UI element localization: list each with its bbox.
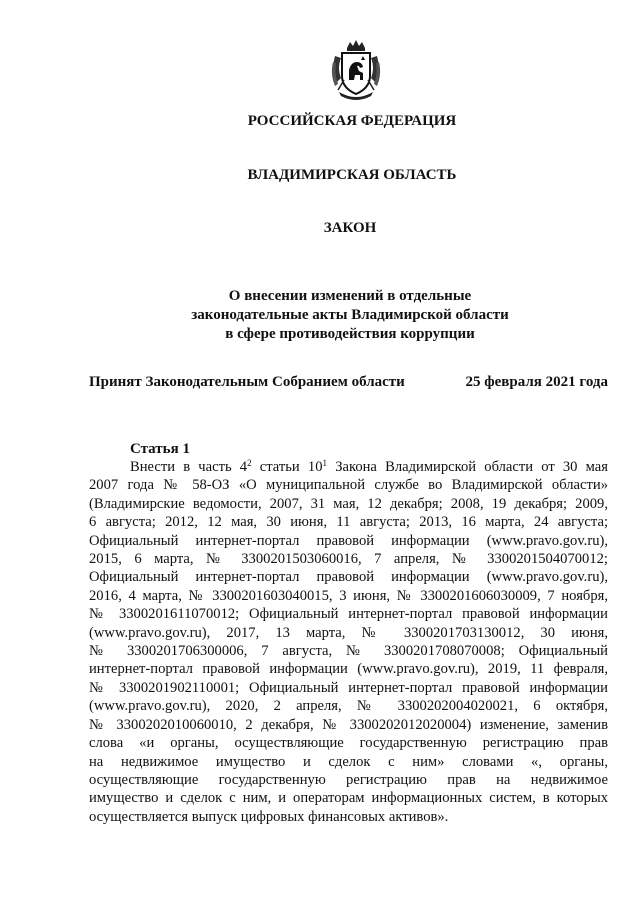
federation-heading: РОССИЙСКАЯ ФЕДЕРАЦИЯ: [247, 113, 457, 129]
article-line: № 3300202010060010, 2 декабря, № 3300202012020004) изменение, заменив: [89, 716, 608, 733]
article-line: слова «и органы, осуществляющие государственную регистрацию прав: [89, 735, 608, 752]
article-line: на недвижимое имущество и сделок с ним» словами «, органы,: [89, 753, 608, 770]
law-title-line: законодательные акты Владимирской области: [191, 307, 509, 323]
article-line: (www.pravo.gov.ru), 2020, 2 апреля, № 3300202004020021, 6 октября,: [89, 698, 608, 715]
article-line: № 3300201611070012; Официальный интернет-портал правовой информации: [89, 606, 608, 623]
article-body: [89, 458, 608, 826]
article-line: № 3300201902110001; Официальный интернет-портал правовой информации: [89, 679, 608, 696]
article-line: осуществляющие государственную регистрацию прав на недвижимое: [89, 771, 608, 788]
document-type-heading: ЗАКОН: [323, 220, 377, 236]
article-line: Внести в часть $4^2$ статьи $10^1$ Закона Владимирской области от 30 мая: [130, 458, 608, 475]
article-line: 2007 года № 58-ОЗ «О муниципальной службе во Владимирской области»: [89, 477, 608, 494]
coat-of-arms-emblem: [329, 40, 383, 102]
article-line: интернет-портал правовой информации (www.pravo.gov.ru), 2019, 11 февраля,: [89, 661, 608, 678]
article-line: (Владимирские ведомости, 2007, 31 мая, 12 декабря; 2008, 19 декабря; 2009,: [89, 495, 608, 512]
article-line: 6 августа; 2012, 12 мая, 30 июня, 11 августа; 2013, 16 марта, 24 августа;: [89, 514, 608, 531]
article-line: Официальный интернет-портал правовой информации (www.pravo.gov.ru),: [89, 569, 608, 586]
law-title-line: О внесении изменений в отдельные: [228, 288, 472, 304]
article-line: осуществляется выпуск цифровых финансовых активов».: [89, 808, 449, 825]
article-line: 2016, 4 марта, № 3300201603040015, 3 июня, № 3300201606030009, 7 ноября,: [89, 587, 608, 604]
article-line: (www.pravo.gov.ru), 2017, 13 марта, № 3300201703130012, 30 июня,: [89, 624, 608, 641]
adoption-body: Принят Законодательным Собранием области: [89, 374, 405, 390]
law-title-line: в сфере противодействия коррупции: [225, 326, 475, 342]
adoption-date: 25 февраля 2021 года: [465, 374, 608, 390]
article-line: 2015, 6 марта, № 3300201503060016, 7 апреля, № 3300201504070012;: [89, 551, 608, 568]
article-line: Официальный интернет-портал правовой информации (www.pravo.gov.ru),: [89, 532, 608, 549]
article-heading: Статья 1: [130, 441, 190, 457]
article-line: № 3300201706300006, 7 августа, № 3300201708070008; Официальный: [89, 643, 608, 660]
law-title: [30, 287, 640, 344]
article-line: имущество и сделок с ним, и операторам информационных систем, в которых: [89, 790, 608, 807]
region-heading: ВЛАДИМИРСКАЯ ОБЛАСТЬ: [247, 167, 457, 183]
